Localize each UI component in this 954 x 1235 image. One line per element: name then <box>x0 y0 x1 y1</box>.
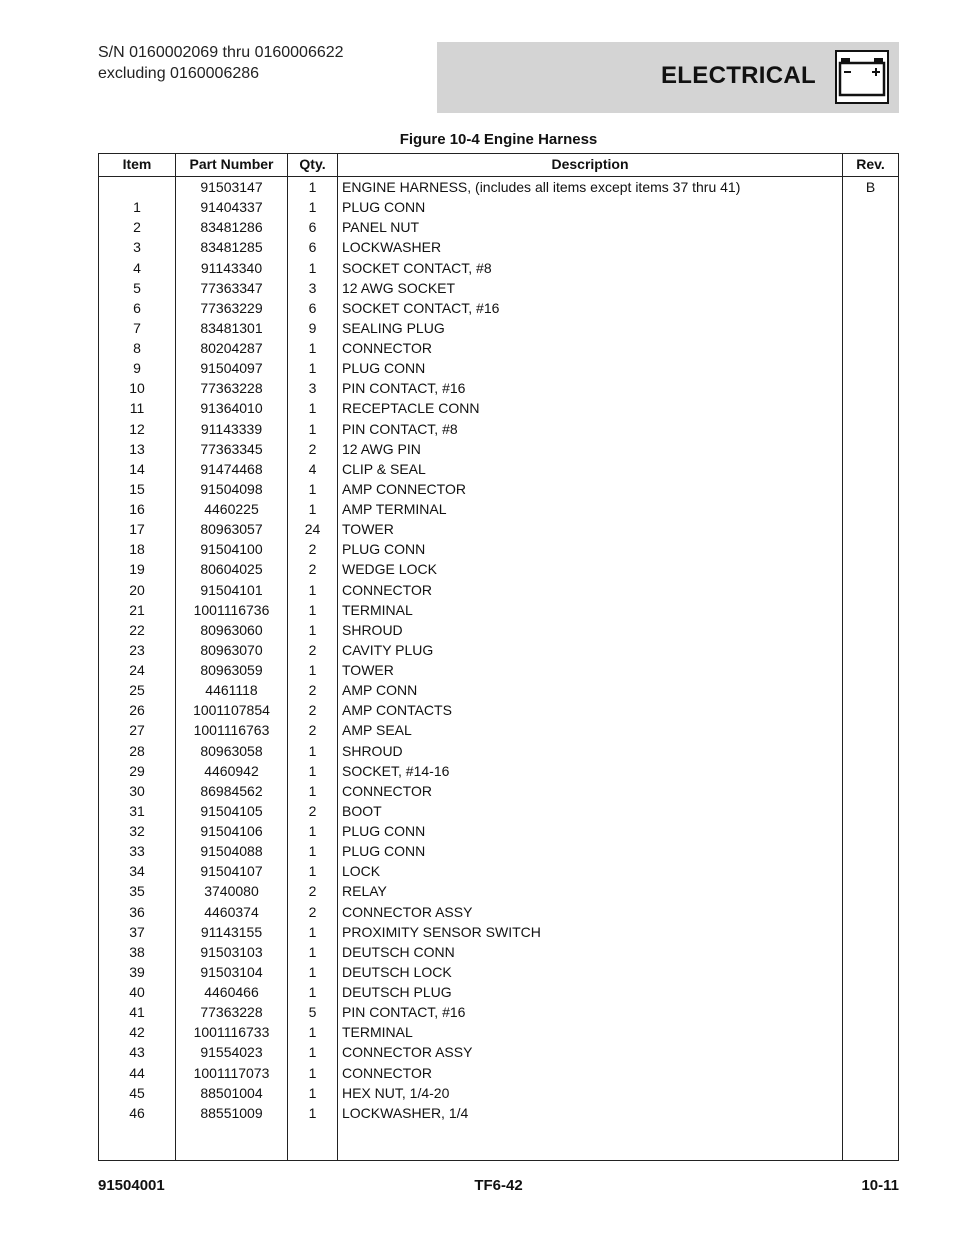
table-row <box>99 177 898 197</box>
quantity-cell: 1 <box>308 1064 317 1081</box>
part-number-cell: 83481301 <box>200 319 263 336</box>
item-number-cell: 14 <box>129 460 145 477</box>
section-title: ELECTRICAL <box>661 62 816 89</box>
table-row <box>99 519 898 539</box>
item-number-cell: 40 <box>129 984 145 1000</box>
description-cell: SEALING PLUG <box>342 319 445 336</box>
table-row <box>99 962 898 982</box>
table-row <box>99 761 898 781</box>
quantity-cell: 1 <box>308 400 317 417</box>
quantity-cell: 1 <box>308 480 317 497</box>
item-number-cell: 36 <box>129 903 145 920</box>
item-number-cell: 9 <box>133 360 141 377</box>
description-cell: RELAY <box>342 883 387 900</box>
description-cell: LOCK <box>342 863 381 880</box>
quantity-cell: 1 <box>308 360 317 377</box>
description-cell: CONNECTOR ASSY <box>342 903 473 920</box>
part-number-cell: 4461118 <box>205 682 258 699</box>
description-cell: PLUG CONN <box>342 541 426 558</box>
part-number-cell: 91143339 <box>200 420 263 437</box>
description-cell: LOCKWASHER, 1/4 <box>342 1104 469 1121</box>
description-cell: AMP CONTACTS <box>342 702 452 719</box>
table-row <box>99 1002 898 1022</box>
table-row <box>99 459 898 479</box>
table-row <box>99 741 898 761</box>
description-cell: TERMINAL <box>342 601 413 618</box>
description-cell: WEDGE LOCK <box>342 561 437 578</box>
part-number-cell: 1001116733 <box>193 1024 270 1041</box>
quantity-cell: 1 <box>308 1024 317 1041</box>
item-number-cell: 4 <box>133 259 141 276</box>
table-row <box>99 1063 898 1083</box>
column-header-qty: Qty. <box>299 156 326 172</box>
description-cell: AMP CONNECTOR <box>342 480 466 497</box>
table-row <box>99 1083 898 1103</box>
part-number-cell: 3740080 <box>204 883 259 900</box>
table-row <box>99 398 898 418</box>
part-number-cell: 91504098 <box>200 480 263 497</box>
quantity-cell: 1 <box>308 199 317 216</box>
footer-part-number: 91504001 <box>98 1177 165 1194</box>
table-row <box>99 861 898 881</box>
part-number-cell: 77363228 <box>200 380 263 397</box>
item-number-cell: 32 <box>129 823 145 839</box>
table-row <box>99 419 898 439</box>
quantity-cell: 2 <box>308 802 317 819</box>
part-number-cell: 91143155 <box>200 923 263 940</box>
description-cell: CONNECTOR <box>342 340 432 356</box>
item-number-cell: 12 <box>129 420 145 437</box>
item-number-cell: 20 <box>129 581 145 598</box>
description-cell: DEUTSCH CONN <box>342 943 455 960</box>
description-cell: SOCKET, #14-16 <box>342 762 450 779</box>
description-cell: PROXIMITY SENSOR SWITCH <box>342 923 541 940</box>
quantity-cell: 1 <box>308 1104 317 1121</box>
item-number-cell: 15 <box>129 480 145 497</box>
table-row <box>99 258 898 278</box>
quantity-cell: 2 <box>308 440 317 457</box>
quantity-cell: 1 <box>308 662 317 678</box>
item-number-cell: 41 <box>129 1004 145 1021</box>
item-number-cell: 46 <box>129 1104 145 1121</box>
column-header-rev: Rev. <box>856 156 885 172</box>
description-cell: SHROUD <box>342 621 403 638</box>
table-row <box>99 1022 898 1042</box>
item-number-cell: 30 <box>129 782 145 799</box>
quantity-cell: 1 <box>308 782 317 799</box>
description-cell: AMP TERMINAL <box>342 501 447 517</box>
table-row <box>99 559 898 579</box>
part-number-cell: 91503104 <box>200 963 263 980</box>
table-row <box>99 942 898 962</box>
part-number-cell: 77363228 <box>200 1004 263 1021</box>
item-number-cell: 3 <box>133 239 141 256</box>
quantity-cell: 1 <box>308 179 317 195</box>
item-number-cell: 11 <box>129 400 145 417</box>
description-cell: DEUTSCH PLUG <box>342 984 452 1000</box>
part-number-cell: 91504106 <box>200 823 263 839</box>
part-number-cell: 77363345 <box>200 440 263 457</box>
part-number-cell: 91364010 <box>200 400 263 417</box>
quantity-cell: 1 <box>308 923 317 940</box>
item-number-cell: 16 <box>129 501 145 517</box>
quantity-cell: 1 <box>308 823 317 839</box>
table-row <box>99 1042 898 1062</box>
quantity-cell: 1 <box>308 259 317 276</box>
quantity-cell: 1 <box>308 1044 317 1061</box>
item-number-cell: 10 <box>129 380 145 397</box>
item-number-cell: 25 <box>129 682 145 699</box>
description-cell: RECEPTACLE CONN <box>342 400 480 417</box>
part-number-cell: 86984562 <box>200 782 263 799</box>
footer-page-number: 10-11 <box>861 1177 899 1194</box>
part-number-cell: 91504100 <box>200 541 263 558</box>
description-cell: HEX NUT, 1/4-20 <box>342 1084 450 1101</box>
table-row <box>99 620 898 640</box>
item-number-cell: 17 <box>129 521 145 538</box>
item-number-cell: 8 <box>133 340 141 356</box>
quantity-cell: 2 <box>308 702 317 719</box>
description-cell: SOCKET CONTACT, #8 <box>342 259 492 276</box>
description-cell: CONNECTOR <box>342 581 432 598</box>
item-number-cell: 13 <box>129 440 145 457</box>
part-number-cell: 1001117073 <box>193 1064 270 1081</box>
quantity-cell: 3 <box>308 279 317 296</box>
quantity-cell: 2 <box>308 682 317 699</box>
part-number-cell: 91554023 <box>200 1044 263 1061</box>
description-cell: PIN CONTACT, #16 <box>342 1004 466 1021</box>
table-row <box>99 1103 898 1123</box>
item-number-cell: 45 <box>129 1084 145 1101</box>
description-cell: LOCKWASHER <box>342 239 442 256</box>
part-number-cell: 91504101 <box>200 581 263 598</box>
description-cell: CLIP & SEAL <box>342 460 426 477</box>
description-cell: AMP SEAL <box>342 722 412 739</box>
column-header-part-number: Part Number <box>189 156 274 172</box>
part-number-cell: 4460942 <box>204 762 259 779</box>
table-row <box>99 720 898 740</box>
description-cell: PANEL NUT <box>342 219 420 236</box>
column-header-item: Item <box>122 156 152 172</box>
item-number-cell: 38 <box>129 943 145 960</box>
item-number-cell: 29 <box>129 762 145 779</box>
description-cell: BOOT <box>342 802 382 819</box>
part-number-cell: 91504088 <box>200 843 263 860</box>
table-row <box>99 539 898 559</box>
table-row <box>99 660 898 680</box>
quantity-cell: 1 <box>308 963 317 980</box>
quantity-cell: 1 <box>308 762 317 779</box>
part-number-cell: 83481285 <box>200 239 263 256</box>
serial-line-2: excluding 0160006286 <box>98 65 260 82</box>
description-cell: CAVITY PLUG <box>342 641 434 658</box>
table-row <box>99 700 898 720</box>
item-number-cell: 44 <box>129 1064 145 1081</box>
table-row <box>99 580 898 600</box>
description-cell: PLUG CONN <box>342 823 426 839</box>
quantity-cell: 3 <box>308 380 317 397</box>
revision-cell: B <box>865 179 876 195</box>
table-row <box>99 439 898 459</box>
quantity-cell: 1 <box>308 501 317 517</box>
table-row <box>99 801 898 821</box>
item-number-cell: 39 <box>129 963 145 980</box>
quantity-cell: 9 <box>308 319 317 336</box>
section-banner <box>437 42 899 113</box>
item-number-cell: 23 <box>129 641 145 658</box>
part-number-cell: 1001116736 <box>193 601 270 618</box>
item-number-cell: 28 <box>129 742 145 759</box>
quantity-cell: 2 <box>308 541 317 558</box>
table-row <box>99 982 898 1002</box>
item-number-cell: 7 <box>133 319 141 336</box>
description-cell: AMP CONN <box>342 682 418 699</box>
quantity-cell: 1 <box>308 1084 317 1101</box>
quantity-cell: 2 <box>308 883 317 900</box>
quantity-cell: 1 <box>308 943 317 960</box>
quantity-cell: 2 <box>308 561 317 578</box>
item-number-cell: 24 <box>129 662 145 678</box>
column-header-description: Description <box>551 156 629 172</box>
part-number-cell: 1001107854 <box>193 702 270 719</box>
quantity-cell: 1 <box>308 984 317 1000</box>
part-number-cell: 80604025 <box>200 561 263 578</box>
table-row <box>99 237 898 257</box>
description-cell: PLUG CONN <box>342 199 426 216</box>
item-number-cell: 37 <box>129 923 145 940</box>
part-number-cell: 83481286 <box>200 219 263 236</box>
description-cell: TOWER <box>342 662 394 678</box>
part-number-cell: 91504105 <box>200 802 263 819</box>
part-number-cell: 80963060 <box>200 621 263 638</box>
part-number-cell: 91503147 <box>200 179 263 195</box>
quantity-cell: 6 <box>308 219 317 236</box>
quantity-cell: 1 <box>308 621 317 638</box>
table-row <box>99 881 898 901</box>
part-number-cell: 4460374 <box>204 903 259 920</box>
description-cell: 12 AWG PIN <box>342 440 421 457</box>
serial-number-range <box>98 42 344 84</box>
table-row <box>99 902 898 922</box>
item-number-cell: 43 <box>129 1044 145 1061</box>
item-number-cell: 35 <box>129 883 145 900</box>
battery-icon <box>835 50 889 104</box>
part-number-cell: 91504097 <box>200 360 263 377</box>
description-cell: PLUG CONN <box>342 843 426 860</box>
table-row <box>99 338 898 358</box>
item-number-cell: 27 <box>129 722 145 739</box>
table-row <box>99 499 898 519</box>
part-number-cell: 80963059 <box>200 662 263 678</box>
table-row <box>99 781 898 801</box>
item-number-cell: 5 <box>133 279 141 296</box>
part-number-cell: 77363229 <box>200 299 263 316</box>
item-number-cell: 2 <box>133 219 141 236</box>
part-number-cell: 88501004 <box>200 1084 263 1101</box>
quantity-cell: 4 <box>308 460 317 477</box>
table-row <box>99 378 898 398</box>
description-cell: TERMINAL <box>342 1024 413 1041</box>
part-number-cell: 91504107 <box>200 863 263 880</box>
quantity-cell: 6 <box>308 239 317 256</box>
quantity-cell: 1 <box>308 863 317 880</box>
item-number-cell: 21 <box>129 601 145 618</box>
description-cell: SOCKET CONTACT, #16 <box>342 299 500 316</box>
item-number-cell: 6 <box>133 299 141 316</box>
quantity-cell: 1 <box>308 340 317 356</box>
table-row <box>99 821 898 841</box>
part-number-cell: 91404337 <box>200 199 263 216</box>
description-cell: PIN CONTACT, #16 <box>342 380 466 397</box>
quantity-cell: 6 <box>308 299 317 316</box>
part-number-cell: 4460466 <box>204 984 259 1000</box>
table-row <box>99 841 898 861</box>
item-number-cell: 26 <box>129 702 145 719</box>
parts-table <box>98 153 899 1161</box>
item-number-cell: 42 <box>129 1024 145 1041</box>
part-number-cell: 91503103 <box>200 943 263 960</box>
table-row <box>99 640 898 660</box>
table-row <box>99 318 898 338</box>
quantity-cell: 1 <box>308 742 317 759</box>
table-row <box>99 278 898 298</box>
part-number-cell: 77363347 <box>200 279 263 296</box>
part-number-cell: 91474468 <box>200 460 263 477</box>
table-row <box>99 600 898 620</box>
description-cell: PIN CONTACT, #8 <box>342 420 458 437</box>
item-number-cell: 1 <box>133 199 141 216</box>
table-row <box>99 217 898 237</box>
part-number-cell: 80963070 <box>200 641 263 658</box>
quantity-cell: 2 <box>308 722 317 739</box>
description-cell: ENGINE HARNESS, (includes all items except items 37 thru 41) <box>342 179 741 195</box>
part-number-cell: 4460225 <box>204 501 259 517</box>
quantity-cell: 2 <box>308 641 317 658</box>
part-number-cell: 91143340 <box>200 259 263 276</box>
description-cell: PLUG CONN <box>342 360 426 377</box>
quantity-cell: 1 <box>308 581 317 598</box>
part-number-cell: 88551009 <box>200 1104 263 1121</box>
item-number-cell: 22 <box>129 621 145 638</box>
part-number-cell: 1001116763 <box>193 722 270 739</box>
quantity-cell: 2 <box>308 903 317 920</box>
item-number-cell: 33 <box>129 843 145 860</box>
serial-line-1: S/N 0160002069 thru 0160006622 <box>98 44 344 61</box>
part-number-cell: 80204287 <box>200 340 263 356</box>
item-number-cell: 18 <box>129 541 145 558</box>
item-number-cell: 31 <box>129 802 145 819</box>
quantity-cell: 5 <box>308 1004 317 1021</box>
table-row <box>99 197 898 217</box>
description-cell: TOWER <box>342 521 394 538</box>
table-row <box>99 358 898 378</box>
table-row <box>99 298 898 318</box>
description-cell: DEUTSCH LOCK <box>342 963 452 980</box>
quantity-cell: 24 <box>304 521 321 538</box>
item-number-cell: 34 <box>129 863 145 880</box>
quantity-cell: 1 <box>308 601 317 618</box>
description-cell: 12 AWG SOCKET <box>342 279 456 296</box>
part-number-cell: 80963057 <box>200 521 263 538</box>
item-number-cell: 19 <box>129 561 145 578</box>
description-cell: CONNECTOR ASSY <box>342 1044 473 1061</box>
description-cell: CONNECTOR <box>342 782 432 799</box>
part-number-cell: 80963058 <box>200 742 263 759</box>
table-row <box>99 479 898 499</box>
quantity-cell: 1 <box>308 843 317 860</box>
quantity-cell: 1 <box>308 420 317 437</box>
figure-title: Figure 10-4 Engine Harness <box>399 131 598 148</box>
table-body <box>99 177 898 1123</box>
footer-model: TF6-42 <box>474 1177 523 1194</box>
table-row <box>99 922 898 942</box>
description-cell: SHROUD <box>342 742 403 759</box>
description-cell: CONNECTOR <box>342 1064 432 1081</box>
table-row <box>99 680 898 700</box>
